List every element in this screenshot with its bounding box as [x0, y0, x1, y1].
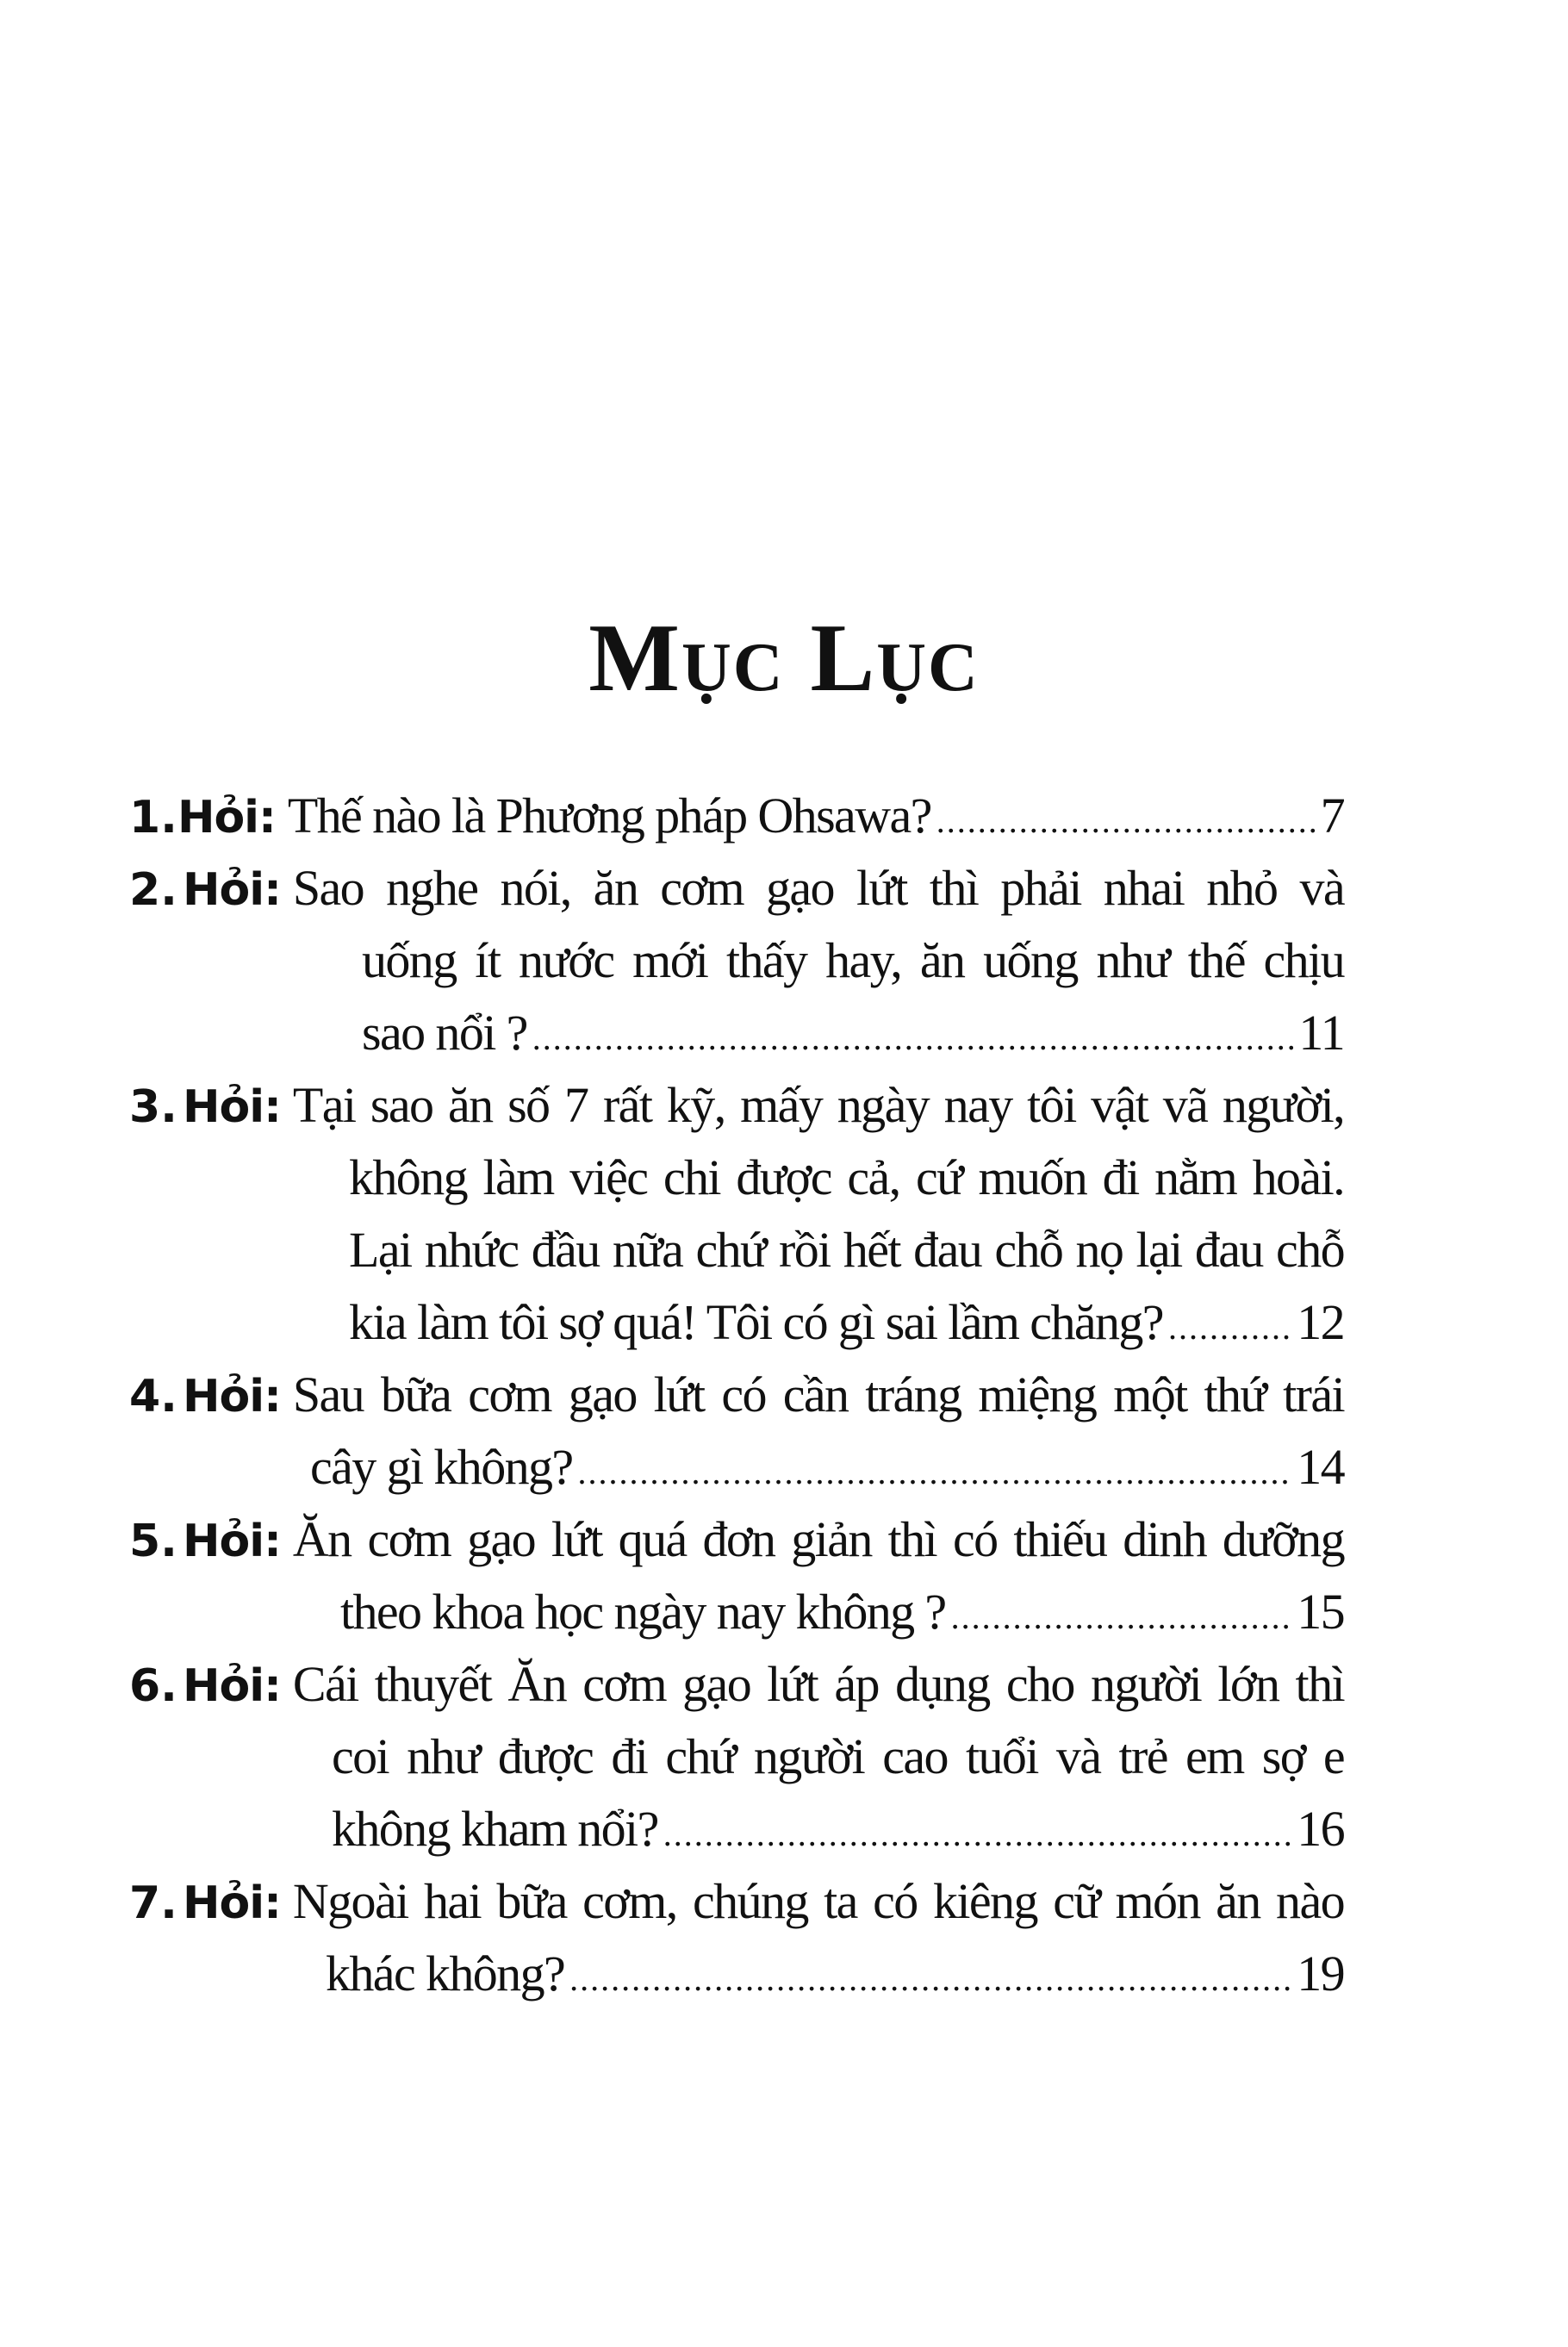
entry-text: không làm việc chi được cả, cứ muốn đi nằm hoài.: [349, 1149, 1344, 1205]
title-letter: L: [810, 605, 877, 712]
entry-number: 3.: [129, 1081, 177, 1133]
dot-leader: [578, 1436, 1292, 1509]
toc-entry[interactable]: [129, 1648, 1344, 1865]
toc-line: [129, 1214, 1344, 1286]
title-smallcaps: ỤC: [876, 630, 980, 706]
page-number: 16: [1297, 1801, 1344, 1857]
entry-text: Thế nào là Phương pháp Ohsawa?: [287, 788, 931, 844]
toc-line: [129, 1938, 1344, 2010]
toc-entry[interactable]: [129, 1865, 1344, 2010]
entry-number: 5.: [129, 1516, 177, 1567]
toc-line: [129, 924, 1344, 997]
toc-line: [129, 852, 1344, 924]
entry-number: 1.: [129, 792, 177, 844]
question-label: Hỏi:: [183, 1371, 281, 1423]
entry-text: Sao nghe nói, ăn cơm gạo lứt thì phải nhai nhỏ và: [292, 860, 1344, 916]
dot-leader: [569, 1943, 1291, 2015]
toc-line: [129, 1069, 1344, 1142]
entry-text: Cái thuyết Ăn cơm gạo lứt áp dụng cho người lớn thì: [292, 1656, 1344, 1712]
entry-text: cây gì không?: [310, 1439, 573, 1495]
entry-text: Sau bữa cơm gạo lứt có cần tráng miệng một thứ trái: [292, 1366, 1344, 1423]
question-label: Hỏi:: [183, 864, 281, 916]
toc-line: [129, 1142, 1344, 1214]
title-smallcaps: ỤC: [681, 630, 785, 706]
question-label: Hỏi:: [183, 1660, 281, 1712]
dot-leader: [1168, 1292, 1291, 1364]
entry-text: coi như được đi chứ người cao tuổi và trẻ em sợ e: [332, 1728, 1344, 1784]
page-number: 11: [1298, 1005, 1344, 1061]
toc-line: [129, 1503, 1344, 1576]
entry-text: Lại nhức đầu nữa chứ rồi hết đau chỗ nọ lại đau chỗ: [349, 1222, 1344, 1278]
toc-line: [129, 1865, 1344, 1938]
page-number: 15: [1297, 1584, 1344, 1640]
toc-entry[interactable]: [129, 1359, 1344, 1503]
entry-text: Ăn cơm gạo lứt quá đơn giản thì có thiếu dinh dưỡng: [292, 1511, 1344, 1567]
page-number: 14: [1297, 1439, 1344, 1495]
toc-entry[interactable]: [129, 852, 1344, 1069]
toc-entry[interactable]: [129, 1503, 1344, 1648]
toc-line: [129, 997, 1344, 1069]
toc-line: [129, 1359, 1344, 1431]
toc-line: [129, 1431, 1344, 1503]
table-of-contents: [129, 780, 1344, 2010]
question-label: Hỏi:: [183, 1081, 281, 1133]
entry-text: theo khoa học ngày nay không ?: [340, 1584, 946, 1640]
entry-number: 7.: [129, 1877, 177, 1929]
entry-number: 6.: [129, 1660, 177, 1712]
page-number: 19: [1297, 1945, 1344, 2001]
dot-leader: [936, 785, 1316, 857]
entry-number: 4.: [129, 1371, 177, 1423]
entry-number: 2.: [129, 864, 177, 916]
entry-text: uống ít nước mới thấy hay, ăn uống như thế chịu: [362, 932, 1344, 988]
entry-text: không kham nổi?: [332, 1801, 658, 1857]
dot-leader: [951, 1581, 1292, 1653]
dot-leader: [663, 1798, 1291, 1871]
title-letter: M: [588, 605, 681, 712]
toc-line: [129, 1286, 1344, 1359]
entry-text: Tại sao ăn số 7 rất kỹ, mấy ngày nay tôi vật vã người,: [292, 1077, 1344, 1133]
toc-line: [129, 1648, 1344, 1721]
page-number: 7: [1320, 788, 1344, 844]
page-title: [0, 603, 1568, 714]
toc-entry[interactable]: [129, 780, 1344, 852]
entry-text: khác không?: [326, 1945, 565, 2001]
toc-line: [129, 1721, 1344, 1793]
question-label: Hỏi:: [177, 792, 276, 844]
page-number: 12: [1297, 1294, 1344, 1350]
toc-line: [129, 1793, 1344, 1865]
dot-leader: [532, 1002, 1294, 1074]
question-label: Hỏi:: [183, 1516, 281, 1567]
toc-line: [129, 780, 1344, 852]
entry-text: Ngoài hai bữa cơm, chúng ta có kiêng cữ món ăn nào: [292, 1873, 1344, 1929]
toc-line: [129, 1576, 1344, 1648]
entry-text: kia làm tôi sợ quá! Tôi có gì sai lầm chăng?: [349, 1294, 1163, 1350]
entry-text: sao nổi ?: [362, 1005, 527, 1061]
question-label: Hỏi:: [183, 1877, 281, 1929]
toc-entry[interactable]: [129, 1069, 1344, 1359]
